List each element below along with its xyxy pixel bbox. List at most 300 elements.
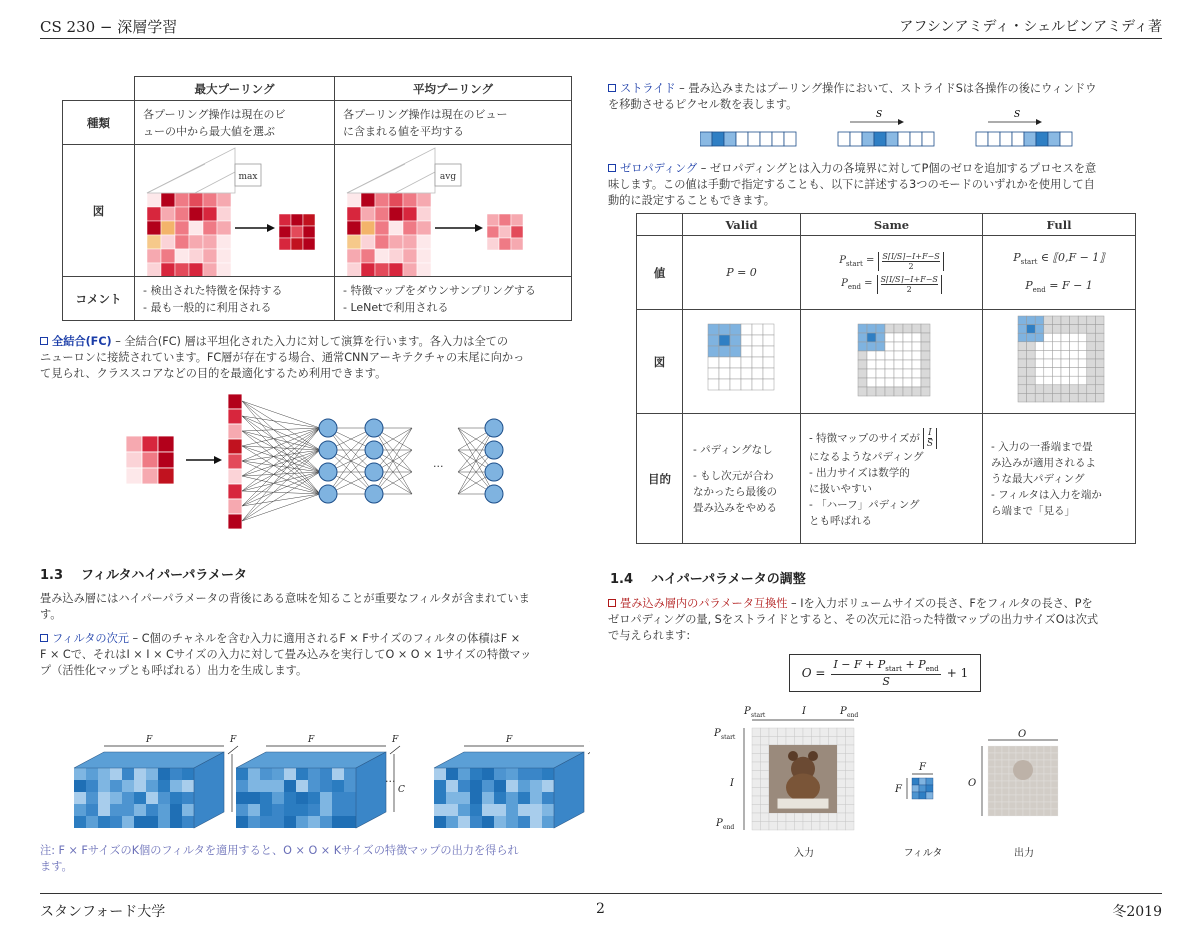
input-cell <box>761 737 770 746</box>
pad-cell <box>1027 342 1036 351</box>
pad-cell <box>1052 368 1061 377</box>
pad-cell <box>1027 359 1036 368</box>
cube-cell <box>482 780 494 792</box>
pad-cell <box>1061 393 1070 402</box>
cap-filter: フィルタ <box>903 848 943 859</box>
pool-cell <box>403 193 417 207</box>
stride-cell <box>712 132 724 146</box>
cube-cell <box>146 768 158 780</box>
fc-neuron <box>319 463 337 481</box>
pad-cell <box>1018 393 1027 402</box>
input-cell <box>778 728 787 737</box>
cube-cell <box>110 816 122 828</box>
pad-cell <box>741 335 752 346</box>
pad-cell <box>752 357 763 368</box>
col-max-pooling: 最大プーリング <box>135 77 335 101</box>
cube-dim-label <box>589 735 590 745</box>
pool-cell <box>389 207 403 221</box>
cube-cell <box>170 780 182 792</box>
param-compat-paragraph: 畳み込み層内のパラメータ互換性 – Iを入力ボリュームサイズの長さ、Fをフィルタの長さ、Pを ゼロパディングの量, Sをストライドとすると、その次元に沿った特徴マップの出力サイズOは次式 で与えられます: <box>608 597 1099 642</box>
cube-cell <box>146 780 158 792</box>
cube-ellipsis: ··· <box>385 775 396 788</box>
pool-cell <box>361 235 375 249</box>
pad-cell <box>1061 350 1070 359</box>
input-cell <box>829 822 838 831</box>
input-cell <box>786 737 795 746</box>
pooled-cell <box>499 214 511 226</box>
output-cell <box>995 788 1002 795</box>
pool-cell <box>403 235 417 249</box>
input-cell <box>778 813 787 822</box>
pool-cell <box>217 263 231 276</box>
lbl-O-left: O <box>968 778 977 789</box>
cube-cell <box>434 816 446 828</box>
pad-cell <box>752 346 763 357</box>
cube-cell <box>134 792 146 804</box>
input-cell <box>795 813 804 822</box>
fc-neuron <box>319 419 337 437</box>
col-avg-pooling: 平均プーリング <box>335 77 572 101</box>
pad-cell <box>719 379 730 390</box>
input-cell <box>837 779 846 788</box>
pad-cell <box>1044 359 1053 368</box>
pad-cell <box>885 378 894 387</box>
output-cell <box>1030 746 1037 753</box>
cube-cell <box>236 768 248 780</box>
pad-cell <box>1027 325 1036 334</box>
stride-cell <box>838 132 850 146</box>
output-cell <box>1016 802 1023 809</box>
filters-note: 注: F × FサイズのK個のフィルタを適用すると、O × O × Kサイズの特徴マップの出力を得られ ます。 <box>40 844 519 873</box>
cap-output: 出力 <box>1014 848 1034 859</box>
filter-cell <box>912 778 919 785</box>
output-cell <box>988 746 995 753</box>
pad-cell <box>867 351 876 360</box>
pad-cell <box>1044 342 1053 351</box>
pooled-cell <box>291 238 303 250</box>
filter-cubes-figure <box>60 730 590 834</box>
pad-cell <box>741 357 752 368</box>
bullet-icon <box>40 634 48 642</box>
pad-cell <box>894 360 903 369</box>
fc-input-cell <box>126 468 142 484</box>
pad-cell <box>921 324 930 333</box>
svg-text:start: start <box>751 712 766 719</box>
input-cell <box>846 737 855 746</box>
pool-cell <box>417 263 431 276</box>
cube-cell <box>158 768 170 780</box>
pad-cell <box>1018 368 1027 377</box>
pool-cell <box>147 193 161 207</box>
pad-cell <box>858 360 867 369</box>
input-cell <box>761 728 770 737</box>
cube-cell <box>182 768 194 780</box>
stride-cell <box>1012 132 1024 146</box>
pad-cell <box>894 324 903 333</box>
lbl-I-left: I <box>730 778 734 789</box>
cube-cell <box>86 780 98 792</box>
pool-cell <box>361 207 375 221</box>
cube-cell <box>518 804 530 816</box>
pool-cell <box>147 221 161 235</box>
input-cell <box>837 796 846 805</box>
output-cell <box>988 753 995 760</box>
pad-cell <box>763 379 774 390</box>
pad-cell <box>1044 316 1053 325</box>
pool-cell <box>217 249 231 263</box>
pool-cell <box>389 193 403 207</box>
pad-cell <box>912 360 921 369</box>
pad-cell <box>858 351 867 360</box>
pad-cell <box>1095 368 1104 377</box>
bear-ear-icon <box>808 751 818 761</box>
input-cell <box>778 822 787 831</box>
pad-cell <box>1087 385 1096 394</box>
cube-cell <box>542 792 554 804</box>
pooled-cell <box>279 238 291 250</box>
pad-cell <box>741 346 752 357</box>
pad-cell <box>1027 385 1036 394</box>
output-cell <box>1002 760 1009 767</box>
cube-cell <box>170 804 182 816</box>
output-cell <box>1037 760 1044 767</box>
stride-cell <box>1000 132 1012 146</box>
input-cell <box>752 771 761 780</box>
cube-cell <box>272 804 284 816</box>
pad-cell <box>894 342 903 351</box>
pad-cell <box>1087 325 1096 334</box>
pad-cell <box>1095 325 1104 334</box>
fc-neuron <box>319 485 337 503</box>
cube-cell <box>530 768 542 780</box>
output-cell <box>1051 760 1058 767</box>
sec13-intro: 畳み込み層にはハイパーパラメータの背後にある意味を知ることが重要なフィルタが含まれていま す。 <box>40 592 530 621</box>
cube-cell <box>272 768 284 780</box>
cube-cell <box>458 780 470 792</box>
pad-cell <box>1052 350 1061 359</box>
stride-label: S <box>876 110 883 120</box>
input-cell <box>752 805 761 814</box>
pool-cell <box>361 263 375 276</box>
pad-cell <box>1052 393 1061 402</box>
cube-cell <box>296 768 308 780</box>
cube-cell <box>320 792 332 804</box>
max-pool-figure <box>135 145 335 277</box>
fc-neuron <box>365 441 383 459</box>
cube-cell <box>260 804 272 816</box>
pad-cell <box>730 357 741 368</box>
output-cell <box>1009 753 1016 760</box>
filter-cell <box>919 785 926 792</box>
pad-cell <box>730 379 741 390</box>
sec14-heading: 1.4 ハイパーパラメータの調整 <box>610 572 806 587</box>
fc-flat-cell <box>228 514 242 529</box>
avg-pool-figure <box>335 145 572 277</box>
output-cell <box>988 781 995 788</box>
pad-cell <box>1044 376 1053 385</box>
pooled-cell <box>279 226 291 238</box>
cube-dim-label: F <box>146 735 153 745</box>
pad-cell <box>1018 350 1027 359</box>
cube-cell <box>518 816 530 828</box>
stride-cell <box>862 132 874 146</box>
pool-cell <box>375 249 389 263</box>
input-cell <box>820 813 829 822</box>
cube-cell <box>332 816 344 828</box>
pad-cell <box>1087 333 1096 342</box>
col-valid: Valid <box>683 214 801 236</box>
cube-cell <box>446 804 458 816</box>
pad-cell <box>912 342 921 351</box>
pad-cell <box>876 351 885 360</box>
pad-cell <box>1061 325 1070 334</box>
footer-rule <box>40 893 1162 894</box>
pool-cell <box>417 235 431 249</box>
pad-cell <box>1061 333 1070 342</box>
pool-cell <box>403 263 417 276</box>
input-cell <box>761 813 770 822</box>
pool-cell <box>203 235 217 249</box>
row-figure-pad: 図 <box>637 310 683 414</box>
input-cell <box>837 771 846 780</box>
pool-cell <box>189 193 203 207</box>
pad-cell <box>903 360 912 369</box>
lbl-F-left: F <box>895 784 902 795</box>
pad-cell <box>903 378 912 387</box>
pad-cell <box>1087 350 1096 359</box>
fc-input-cell <box>126 436 142 452</box>
fc-input-cell <box>158 436 174 452</box>
pad-cell <box>1035 316 1044 325</box>
cube-cell <box>506 804 518 816</box>
cube-cell <box>344 816 356 828</box>
pooled-cell <box>487 214 499 226</box>
cube-cell <box>74 780 86 792</box>
pad-cell <box>1070 342 1079 351</box>
cube-cell <box>74 792 86 804</box>
cube-cell <box>344 768 356 780</box>
pad-cell <box>1061 316 1070 325</box>
pad-cell <box>719 324 730 335</box>
bullet-icon <box>608 599 616 607</box>
cube-cell <box>482 816 494 828</box>
stride-cell <box>784 132 796 146</box>
input-cell <box>812 813 821 822</box>
pad-cell <box>876 342 885 351</box>
output-cell <box>1030 788 1037 795</box>
fc-input-cell <box>142 452 158 468</box>
cube-cell <box>74 768 86 780</box>
cube-cell <box>332 780 344 792</box>
pad-cell <box>708 357 719 368</box>
stride-cell <box>898 132 910 146</box>
cube-cell <box>146 804 158 816</box>
cube-cell <box>542 816 554 828</box>
output-cell <box>995 753 1002 760</box>
pool-cell <box>175 221 189 235</box>
pool-cell <box>347 207 361 221</box>
input-cell <box>846 796 855 805</box>
input-cell <box>803 737 812 746</box>
output-cell <box>1002 746 1009 753</box>
cap-input: 入力 <box>794 848 814 859</box>
pool-cell <box>375 193 389 207</box>
cube-cell <box>158 780 170 792</box>
pad-cell <box>1087 393 1096 402</box>
output-size-formula: O = $I - F + P_{start} + P_{end}$ S + 1 <box>789 654 981 692</box>
stride-cell <box>1060 132 1072 146</box>
cube-dim-label: F <box>308 735 315 745</box>
pooled-cell <box>487 226 499 238</box>
cube-cell <box>122 804 134 816</box>
pad-cell <box>1078 385 1087 394</box>
pad-cell <box>1035 325 1044 334</box>
pad-cell <box>894 333 903 342</box>
cube-cell <box>146 816 158 828</box>
filter-cell <box>919 792 926 799</box>
pad-cell <box>1087 359 1096 368</box>
cube-cell <box>110 780 122 792</box>
input-cell <box>846 813 855 822</box>
output-cell <box>995 774 1002 781</box>
output-cell <box>1002 809 1009 816</box>
same-value: $P_{start}$ = $\frac{S⌈I/S⌉-I+F-S}{2}$ $P_{end}$ = $\frac{S⌈I/S⌉-I+F-S}{2}$ <box>801 236 983 310</box>
valid-value: P = 0 <box>683 236 801 310</box>
cube-cell <box>482 768 494 780</box>
pool-cell <box>217 193 231 207</box>
pool-cell <box>175 263 189 276</box>
output-cell <box>1002 767 1009 774</box>
pooled-cell <box>279 214 291 226</box>
header-right: アフシンアミディ・シェルビンアミディ著 <box>899 19 1162 35</box>
output-cell <box>1009 788 1016 795</box>
output-cell <box>1044 781 1051 788</box>
fc-flat-cell <box>228 454 242 469</box>
output-cell <box>1044 795 1051 802</box>
same-figure <box>801 310 983 414</box>
stride-cell <box>760 132 772 146</box>
output-cell <box>1051 774 1058 781</box>
filter-cell <box>919 778 926 785</box>
pad-cell <box>858 324 867 333</box>
pad-cell <box>1070 325 1079 334</box>
output-cell <box>1037 809 1044 816</box>
cube-cell <box>260 768 272 780</box>
pad-cell <box>1078 350 1087 359</box>
col-full: Full <box>983 214 1136 236</box>
cube-cell <box>182 804 194 816</box>
bullet-icon <box>40 337 48 345</box>
pad-cell <box>867 342 876 351</box>
cube-cell <box>236 816 248 828</box>
pool-cell <box>189 221 203 235</box>
pool-cell <box>175 249 189 263</box>
output-cell <box>1023 788 1030 795</box>
param-figure <box>706 700 1126 862</box>
pad-cell <box>1087 342 1096 351</box>
pool-cell <box>361 193 375 207</box>
pad-cell <box>894 378 903 387</box>
pad-cell <box>708 346 719 357</box>
pad-cell <box>1095 376 1104 385</box>
pooled-cell <box>303 238 315 250</box>
output-cell <box>1002 795 1009 802</box>
zeropad-paragraph: ゼロパディング – ゼロパディングとは入力の各境界に対してP個のゼロを追加するプロセスを意 味します。この値は手動で指定することも、以下に詳述する3つのモードのいずれかを使用して自 動的に設定することもできます。 <box>608 162 1097 207</box>
pad-cell <box>1061 385 1070 394</box>
output-cell <box>1030 809 1037 816</box>
pool-cell <box>403 207 417 221</box>
output-cell <box>1044 753 1051 760</box>
output-cell <box>995 795 1002 802</box>
output-cell <box>995 767 1002 774</box>
pool-cell <box>161 263 175 276</box>
pad-cell <box>867 378 876 387</box>
output-cell <box>1009 795 1016 802</box>
cube-cell <box>158 792 170 804</box>
stride-cell <box>700 132 712 146</box>
input-cell <box>769 813 778 822</box>
input-cell <box>846 779 855 788</box>
stride-cell <box>910 132 922 146</box>
output-cell <box>1030 802 1037 809</box>
pad-cell <box>1035 385 1044 394</box>
max-type-desc: 各プーリング操作は現在のビ ューの中から最大値を選ぶ <box>135 101 335 145</box>
output-cell <box>1023 802 1030 809</box>
cube-cell <box>122 816 134 828</box>
pad-cell <box>858 387 867 396</box>
input-cell <box>769 822 778 831</box>
pool-cell <box>375 221 389 235</box>
cube-cell <box>434 804 446 816</box>
pad-cell <box>741 368 752 379</box>
pad-cell <box>741 324 752 335</box>
cube-cell <box>446 792 458 804</box>
page-number: 2 <box>596 901 605 917</box>
output-cell <box>1030 795 1037 802</box>
filter-cell <box>926 792 933 799</box>
pad-cell <box>885 342 894 351</box>
output-cell <box>1016 795 1023 802</box>
pool-cell <box>417 249 431 263</box>
pad-cell <box>752 368 763 379</box>
fc-input-cell <box>158 468 174 484</box>
pad-cell <box>1027 333 1036 342</box>
output-cell <box>995 760 1002 767</box>
cube-cell <box>158 804 170 816</box>
cube-cell <box>446 768 458 780</box>
cube-cell <box>494 780 506 792</box>
pad-cell <box>1078 333 1087 342</box>
pad-cell <box>867 333 876 342</box>
cube-cell <box>458 804 470 816</box>
pooled-cell <box>303 226 315 238</box>
pad-cell <box>912 369 921 378</box>
pad-cell <box>867 360 876 369</box>
cube-cell <box>284 804 296 816</box>
valid-figure <box>683 310 801 414</box>
svg-text:end: end <box>723 824 735 831</box>
input-cell <box>820 822 829 831</box>
output-cell <box>1009 781 1016 788</box>
pad-cell <box>1035 350 1044 359</box>
input-cell <box>837 788 846 797</box>
pad-cell <box>903 333 912 342</box>
output-cell <box>1009 802 1016 809</box>
stride-label: S <box>1014 110 1021 120</box>
stride-cell <box>1036 132 1048 146</box>
pad-cell <box>921 351 930 360</box>
stride-cell <box>874 132 886 146</box>
